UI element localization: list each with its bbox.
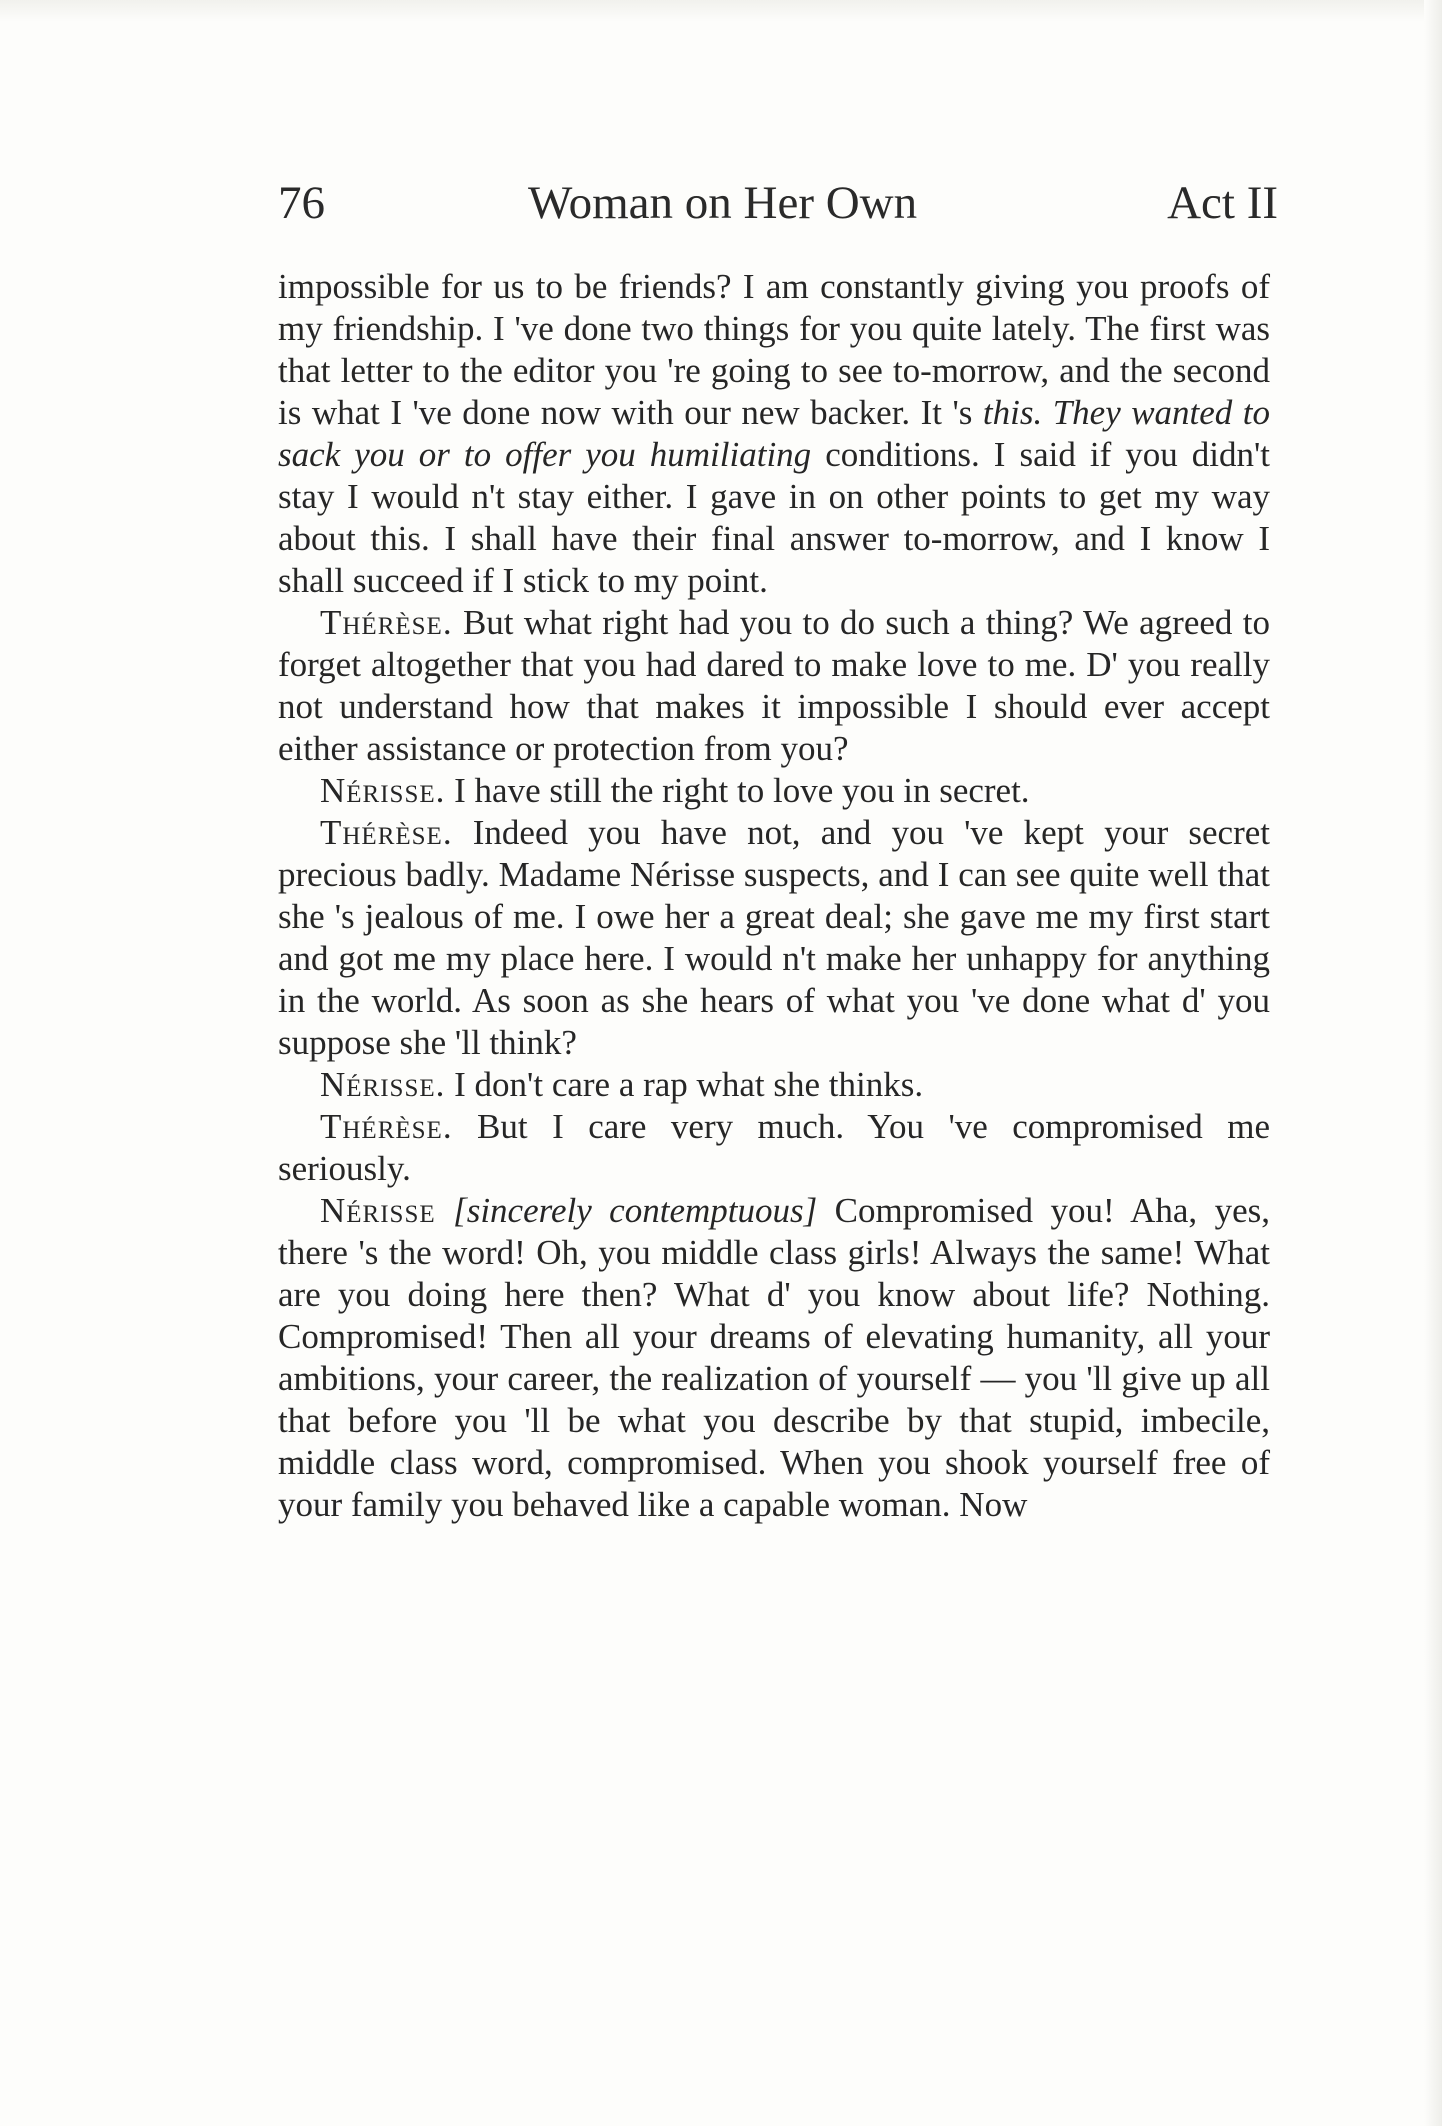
speech-therese-3 (278, 1106, 1270, 1190)
paragraph-text: impossible for us to be friends? I am constantly giving you proofs of my friendship. I 've done two things for you quite lately. The first was that letter to the editor you 're going to see to-morrow, and the second is what I 've done now with our new backer. It 's (278, 267, 1270, 432)
speech-nerisse-3 (278, 1190, 1270, 1526)
speech-text: Compromised you! Aha, yes, there 's the word! Oh, you middle class girls! Always the same! What are you doing here then? What d' you know about life? Nothing. Compromised! Then all your dreams of elevating humanity, all your ambitions, your career, the realization of yourself — you 'll give up all that before you 'll be what you describe by that stupid, imbecile, middle class word, compromised. When you shook yourself free of your family you behaved like a capable woman. Now (278, 1191, 1271, 1524)
running-head (278, 176, 1278, 246)
body-text (278, 266, 1270, 1526)
italic-passage: this. They wanted to sack you or to offer you humiliating (278, 393, 1270, 474)
speech-nerisse-2 (278, 1064, 1270, 1106)
speaker-name: Nérisse. (320, 771, 446, 810)
paragraph-continuation (278, 266, 1270, 602)
speech-text: I don't care a rap what she thinks. (454, 1065, 924, 1104)
speaker-name: Nérisse. (320, 1065, 446, 1104)
speaker-name: Thérèse. (320, 603, 453, 642)
page-right-shading (1424, 0, 1442, 2126)
speech-text: But I care very much. You 've compromised me seriously. (278, 1107, 1271, 1188)
speech-text: But what right had you to do such a thing? We agreed to forget altogether that you had dared to make love to me. D' you really not understand how that makes it impossible I should ever accept either assistance or protection from you? (278, 603, 1270, 768)
page-top-shading (0, 0, 1442, 22)
act-label: Act II (1167, 177, 1278, 229)
speech-text: I have still the right to love you in secret. (454, 771, 1030, 810)
page-number: 76 (278, 177, 325, 229)
speaker-name: Nérisse (320, 1191, 436, 1230)
speech-nerisse-1 (278, 770, 1270, 812)
book-title: Woman on Her Own (528, 177, 918, 229)
speaker-name: Thérèse. (320, 1107, 453, 1146)
speech-therese-2 (278, 812, 1270, 1064)
speech-text: Indeed you have not, and you 've kept your secret precious badly. Madame Nérisse suspects, and I can see quite well that she 's jealous of me. I owe her a great deal; she gave me my first start and got me my place here. I would n't make her unhappy for anything in the world. As soon as she hears of what you 've done what d' you suppose she 'll think? (278, 813, 1271, 1062)
stage-direction: [sincerely contemptuous] (453, 1191, 818, 1230)
speech-therese-1 (278, 602, 1270, 770)
paragraph-text-after: conditions. I said if you didn't stay I would n't stay either. I gave in on other points to get my way about this. I shall have their final answer to-morrow, and I know I shall succeed if I stick to my point. (278, 435, 1271, 600)
speaker-name: Thérèse. (320, 813, 453, 852)
